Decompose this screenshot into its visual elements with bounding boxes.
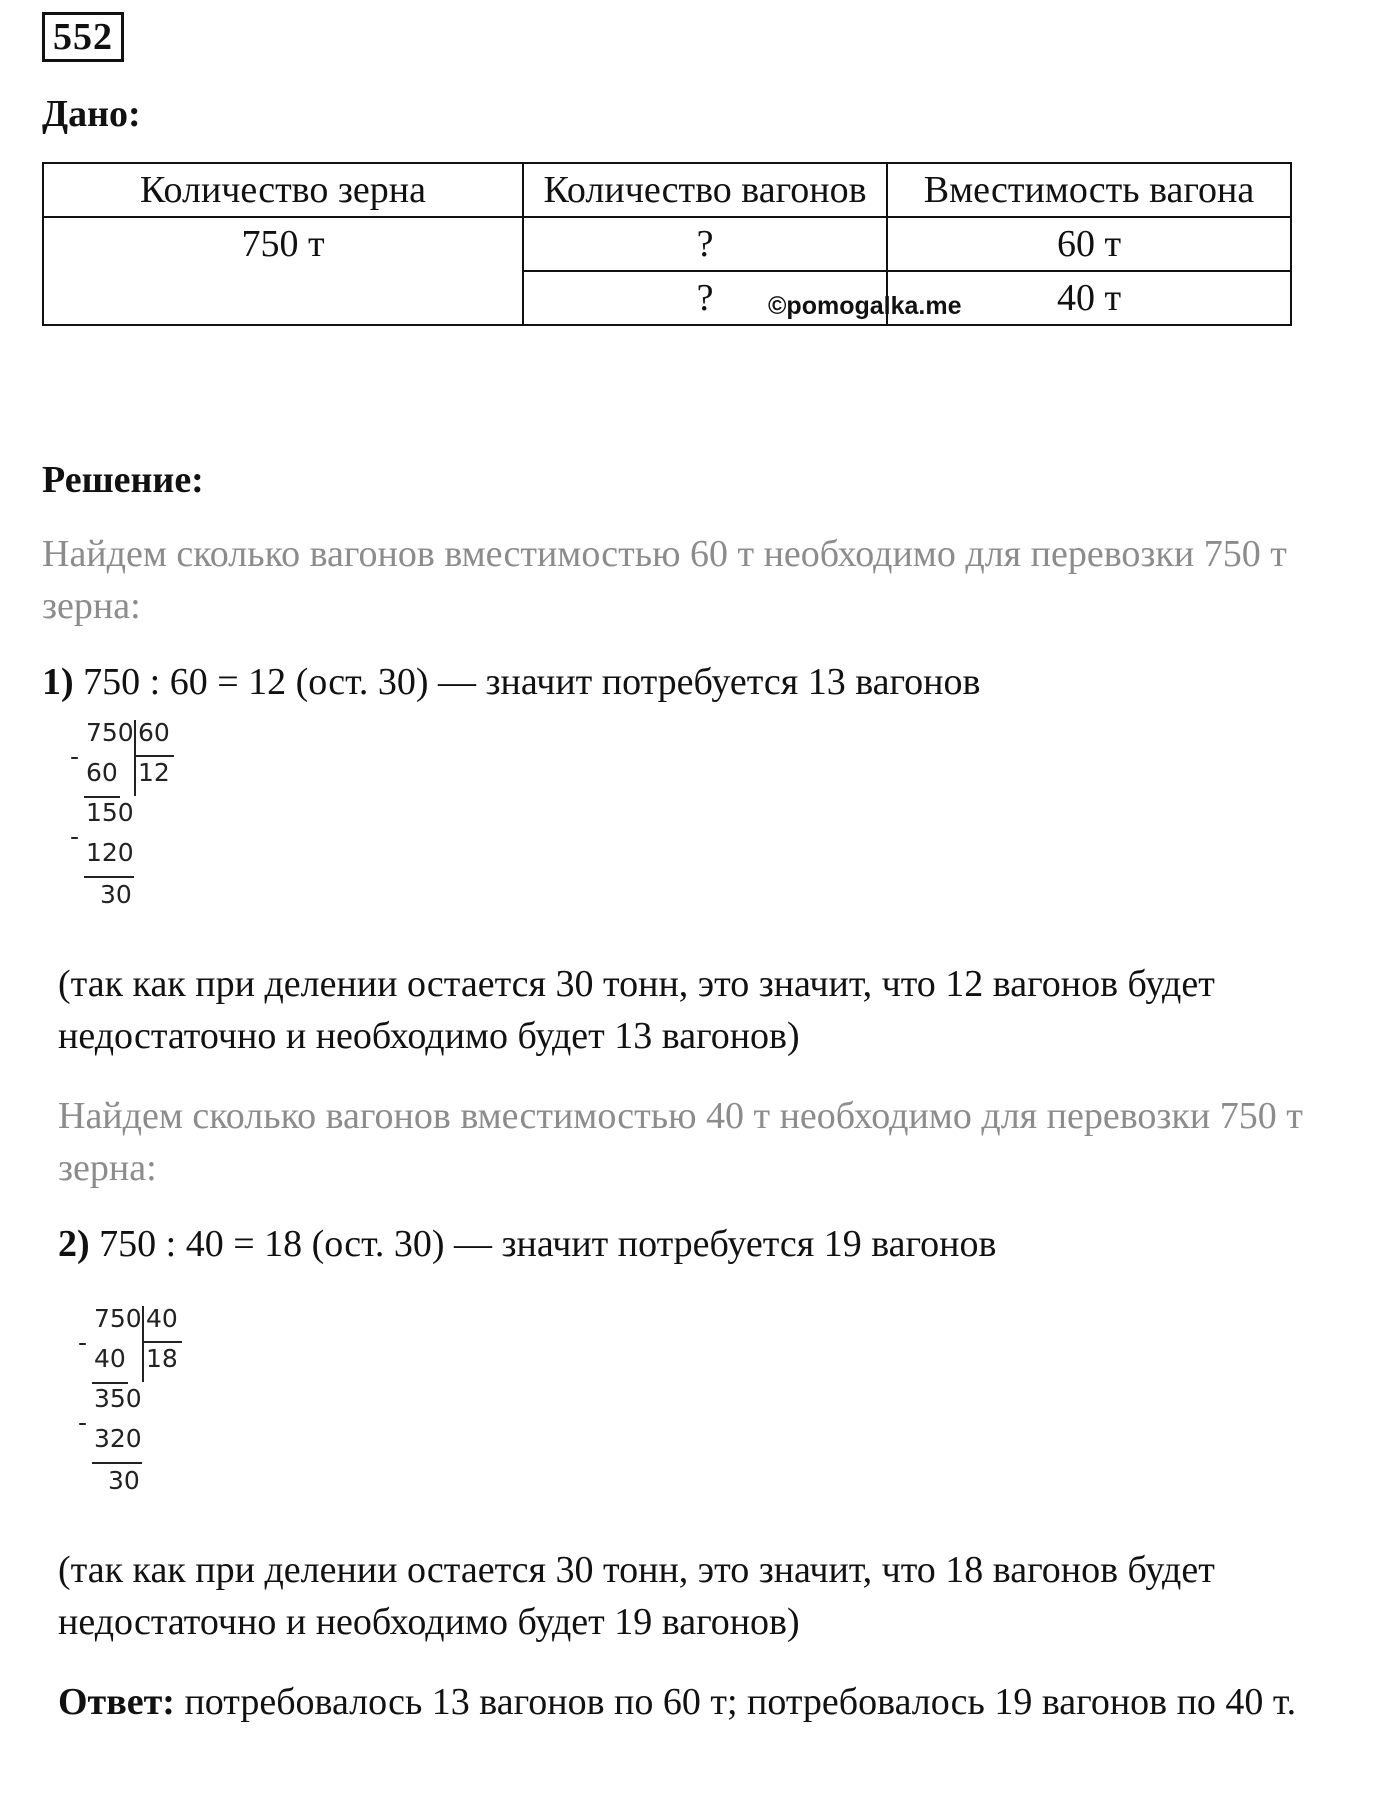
given-heading: Дано:	[42, 93, 141, 135]
division-minus: -	[78, 1328, 88, 1357]
division-underline	[92, 1382, 128, 1384]
division-underline	[84, 796, 120, 798]
step1-note: (так как при делении остается 30 тонн, это значит, что 12 вагонов будет недостаточно и необходимо будет 13 вагонов)	[58, 963, 1215, 1057]
division-underline	[84, 876, 134, 878]
division-underline	[92, 1462, 142, 1464]
step2-intro: Найдем сколько вагонов вместимостью 40 т необходимо для перевозки 750 т зерна:	[58, 1095, 1303, 1189]
division-subtrahend: 320	[94, 1424, 142, 1453]
step2-label: 2)	[58, 1223, 90, 1265]
division-dividend: 750	[94, 1304, 142, 1333]
division-dividend: 750	[86, 718, 134, 747]
solution-heading: Решение:	[42, 459, 204, 501]
division-bar	[134, 720, 136, 796]
division-subtrahend: 40	[94, 1344, 126, 1373]
division-underline	[134, 755, 174, 757]
step1-equation-line	[42, 656, 980, 708]
division-minus: -	[70, 742, 80, 771]
step1-label: 1)	[42, 661, 74, 703]
problem-number: 552	[42, 12, 124, 62]
long-division-2	[78, 1304, 188, 1504]
answer-label: Ответ:	[58, 1681, 175, 1723]
division-remainder: 30	[100, 880, 132, 909]
division-subtrahend: 120	[86, 838, 134, 867]
division-partial: 150	[86, 798, 134, 827]
table-row	[43, 217, 1291, 271]
header-grain: Количество зерна	[43, 163, 523, 217]
division-remainder: 30	[108, 1466, 140, 1495]
cell-wagons: ?	[523, 217, 887, 271]
long-division-1	[70, 718, 180, 918]
division-divisor: 60	[138, 718, 170, 747]
division-subtrahend: 60	[86, 758, 118, 787]
division-divisor: 40	[146, 1304, 178, 1333]
cell-wagons: ?	[523, 271, 887, 325]
step2-equation: 750 : 40 = 18 (ост. 30) — значит потребуется 19 вагонов	[99, 1223, 997, 1265]
table-header-row	[43, 163, 1291, 217]
step2-note: (так как при делении остается 30 тонн, это значит, что 18 вагонов будет недостаточно и необходимо будет 19 вагонов)	[58, 1549, 1215, 1643]
division-quotient: 18	[146, 1344, 178, 1373]
answer-text: потребовалось 13 вагонов по 60 т; потребовалось 19 вагонов по 40 т.	[184, 1681, 1297, 1723]
cell-grain: 750 т	[43, 217, 523, 325]
step2-equation-line	[58, 1218, 996, 1270]
division-minus: -	[78, 1408, 88, 1437]
step1-equation: 750 : 60 = 12 (ост. 30) — значит потребуется 13 вагонов	[83, 661, 981, 703]
division-quotient: 12	[138, 758, 170, 787]
division-partial: 350	[94, 1384, 142, 1413]
header-wagons: Количество вагонов	[523, 163, 887, 217]
division-bar	[142, 1306, 144, 1382]
given-table	[42, 162, 1292, 326]
watermark: ©pomogalka.me	[768, 292, 962, 320]
cell-capacity: 60 т	[887, 217, 1291, 271]
step1-intro: Найдем сколько вагонов вместимостью 60 т необходимо для перевозки 750 т зерна:	[42, 533, 1287, 627]
division-minus: -	[70, 822, 80, 851]
division-underline	[142, 1341, 182, 1343]
answer	[58, 1676, 1378, 1728]
cell-capacity: 40 т	[887, 271, 1291, 325]
header-capacity: Вместимость вагона	[887, 163, 1291, 217]
